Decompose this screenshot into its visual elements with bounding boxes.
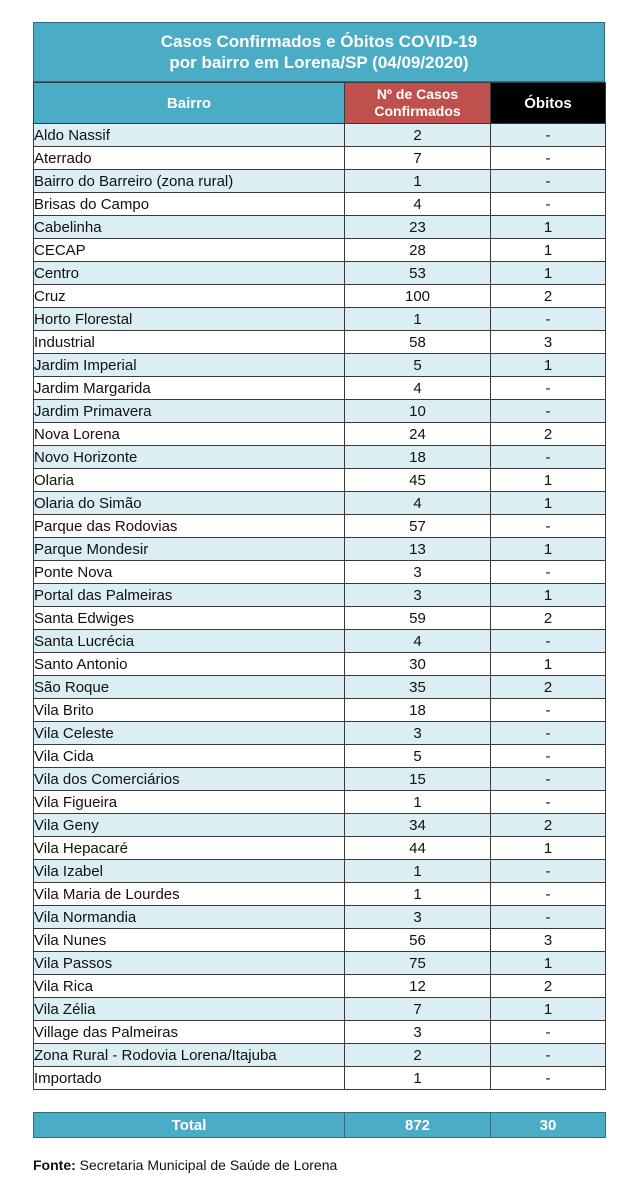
table-row xyxy=(34,952,606,975)
table-row xyxy=(34,929,606,952)
table-row xyxy=(34,308,606,331)
cell-obitos: - xyxy=(491,400,606,423)
cell-casos: 3 xyxy=(345,584,491,607)
cell-bairro: Vila Celeste xyxy=(34,722,345,745)
cell-casos: 1 xyxy=(345,308,491,331)
table-row xyxy=(34,699,606,722)
table-row xyxy=(34,676,606,699)
title-line-1: Casos Confirmados e Óbitos COVID-19 xyxy=(160,32,478,51)
cell-casos: 1 xyxy=(345,170,491,193)
cell-bairro: Jardim Imperial xyxy=(34,354,345,377)
cell-bairro: Village das Palmeiras xyxy=(34,1021,345,1044)
total-label: Total xyxy=(34,1113,345,1138)
covid-table-container xyxy=(33,22,605,1090)
source-note xyxy=(33,1157,337,1173)
table-row xyxy=(34,860,606,883)
cell-casos: 7 xyxy=(345,998,491,1021)
cell-casos: 4 xyxy=(345,492,491,515)
table-row xyxy=(34,883,606,906)
cell-casos: 44 xyxy=(345,837,491,860)
cell-bairro: Santa Lucrécia xyxy=(34,630,345,653)
cell-bairro: Aldo Nassif xyxy=(34,124,345,147)
cell-bairro: Vila Maria de Lourdes xyxy=(34,883,345,906)
cell-casos: 3 xyxy=(345,722,491,745)
cell-obitos: 1 xyxy=(491,492,606,515)
table-row xyxy=(34,193,606,216)
cell-obitos: - xyxy=(491,1021,606,1044)
cell-bairro: Vila Zélia xyxy=(34,998,345,1021)
cell-casos: 5 xyxy=(345,354,491,377)
cell-obitos: - xyxy=(491,883,606,906)
cell-casos: 4 xyxy=(345,630,491,653)
total-casos: 872 xyxy=(345,1113,491,1138)
cell-bairro: CECAP xyxy=(34,239,345,262)
cell-bairro: Vila Izabel xyxy=(34,860,345,883)
total-obitos: 30 xyxy=(491,1113,606,1138)
cell-bairro: Parque Mondesir xyxy=(34,538,345,561)
cell-bairro: Zona Rural - Rodovia Lorena/Itajuba xyxy=(34,1044,345,1067)
cell-obitos: - xyxy=(491,515,606,538)
table-row xyxy=(34,239,606,262)
table-row xyxy=(34,653,606,676)
cell-bairro: Bairro do Barreiro (zona rural) xyxy=(34,170,345,193)
cell-obitos: - xyxy=(491,722,606,745)
cell-bairro: Vila Brito xyxy=(34,699,345,722)
cell-bairro: Vila Rica xyxy=(34,975,345,998)
cell-obitos: 1 xyxy=(491,998,606,1021)
cell-obitos: 1 xyxy=(491,216,606,239)
cell-casos: 56 xyxy=(345,929,491,952)
cell-bairro: Ponte Nova xyxy=(34,561,345,584)
header-casos-line-1: Nº de Casos xyxy=(376,86,459,102)
source-text: Secretaria Municipal de Saúde de Lorena xyxy=(75,1157,338,1173)
cell-obitos: - xyxy=(491,147,606,170)
cell-casos: 2 xyxy=(345,124,491,147)
cell-obitos: - xyxy=(491,1067,606,1090)
cell-casos: 1 xyxy=(345,1067,491,1090)
table-row xyxy=(34,998,606,1021)
table-row xyxy=(34,423,606,446)
cell-casos: 4 xyxy=(345,193,491,216)
cell-casos: 3 xyxy=(345,1021,491,1044)
table-row xyxy=(34,768,606,791)
table-row xyxy=(34,469,606,492)
table-row xyxy=(34,837,606,860)
table-row xyxy=(34,607,606,630)
cell-obitos: - xyxy=(491,193,606,216)
table-row xyxy=(34,745,606,768)
cell-obitos: - xyxy=(491,791,606,814)
cell-casos: 1 xyxy=(345,860,491,883)
table-row xyxy=(34,147,606,170)
table-row xyxy=(34,262,606,285)
cell-bairro: Portal das Palmeiras xyxy=(34,584,345,607)
table-row xyxy=(34,584,606,607)
cases-table xyxy=(33,82,606,1090)
cell-casos: 18 xyxy=(345,446,491,469)
cell-bairro: Olaria do Simão xyxy=(34,492,345,515)
cell-bairro: Novo Horizonte xyxy=(34,446,345,469)
table-row xyxy=(34,331,606,354)
total-row-container xyxy=(33,1112,605,1138)
cell-obitos: 1 xyxy=(491,262,606,285)
table-row xyxy=(34,906,606,929)
cell-obitos: 2 xyxy=(491,975,606,998)
table-row xyxy=(34,1021,606,1044)
table-header-row xyxy=(34,83,606,124)
cell-bairro: Centro xyxy=(34,262,345,285)
cell-casos: 1 xyxy=(345,883,491,906)
cell-casos: 5 xyxy=(345,745,491,768)
table-title xyxy=(33,22,605,82)
cell-obitos: 3 xyxy=(491,331,606,354)
cell-casos: 23 xyxy=(345,216,491,239)
header-casos-line-2: Confirmados xyxy=(374,103,461,119)
cell-casos: 58 xyxy=(345,331,491,354)
cell-bairro: Jardim Primavera xyxy=(34,400,345,423)
cell-casos: 53 xyxy=(345,262,491,285)
cell-bairro: Santo Antonio xyxy=(34,653,345,676)
cell-bairro: Jardim Margarida xyxy=(34,377,345,400)
cell-obitos: 2 xyxy=(491,423,606,446)
cell-bairro: Cabelinha xyxy=(34,216,345,239)
header-obitos: Óbitos xyxy=(491,83,606,124)
cell-casos: 4 xyxy=(345,377,491,400)
table-row xyxy=(34,285,606,308)
cell-casos: 2 xyxy=(345,1044,491,1067)
table-row xyxy=(34,722,606,745)
cell-obitos: 2 xyxy=(491,814,606,837)
cell-casos: 45 xyxy=(345,469,491,492)
cell-casos: 18 xyxy=(345,699,491,722)
cell-obitos: 2 xyxy=(491,285,606,308)
cell-bairro: Santa Edwiges xyxy=(34,607,345,630)
cell-obitos: 1 xyxy=(491,469,606,492)
cell-obitos: 1 xyxy=(491,584,606,607)
table-row xyxy=(34,1044,606,1067)
cell-casos: 57 xyxy=(345,515,491,538)
header-bairro: Bairro xyxy=(34,83,345,124)
cell-obitos: 1 xyxy=(491,653,606,676)
cell-obitos: - xyxy=(491,308,606,331)
table-row xyxy=(34,216,606,239)
cell-casos: 24 xyxy=(345,423,491,446)
cell-obitos: 1 xyxy=(491,837,606,860)
table-row xyxy=(34,1067,606,1090)
cell-obitos: - xyxy=(491,1044,606,1067)
cell-casos: 35 xyxy=(345,676,491,699)
cell-bairro: Vila Hepacaré xyxy=(34,837,345,860)
cell-casos: 13 xyxy=(345,538,491,561)
cell-bairro: Vila Passos xyxy=(34,952,345,975)
cell-bairro: Vila Normandia xyxy=(34,906,345,929)
cell-obitos: - xyxy=(491,377,606,400)
cell-casos: 75 xyxy=(345,952,491,975)
cell-obitos: - xyxy=(491,170,606,193)
cell-bairro: Horto Florestal xyxy=(34,308,345,331)
cell-obitos: 2 xyxy=(491,607,606,630)
total-row xyxy=(34,1113,606,1138)
cell-bairro: Vila Figueira xyxy=(34,791,345,814)
table-row xyxy=(34,515,606,538)
cell-bairro: São Roque xyxy=(34,676,345,699)
table-row xyxy=(34,377,606,400)
cell-obitos: - xyxy=(491,561,606,584)
cell-obitos: - xyxy=(491,630,606,653)
cell-bairro: Vila Geny xyxy=(34,814,345,837)
table-row xyxy=(34,538,606,561)
table-row xyxy=(34,791,606,814)
table-row xyxy=(34,630,606,653)
cell-obitos: 1 xyxy=(491,239,606,262)
cell-bairro: Nova Lorena xyxy=(34,423,345,446)
header-casos xyxy=(345,83,491,124)
cell-casos: 1 xyxy=(345,791,491,814)
cell-obitos: 1 xyxy=(491,354,606,377)
cell-casos: 12 xyxy=(345,975,491,998)
cell-bairro: Vila Nunes xyxy=(34,929,345,952)
table-row xyxy=(34,446,606,469)
cell-bairro: Cruz xyxy=(34,285,345,308)
cell-casos: 34 xyxy=(345,814,491,837)
cell-casos: 59 xyxy=(345,607,491,630)
cell-casos: 10 xyxy=(345,400,491,423)
table-body xyxy=(34,124,606,1090)
table-row xyxy=(34,354,606,377)
table-row xyxy=(34,124,606,147)
cell-obitos: - xyxy=(491,906,606,929)
cell-casos: 7 xyxy=(345,147,491,170)
total-table xyxy=(33,1112,606,1138)
cell-bairro: Vila dos Comerciários xyxy=(34,768,345,791)
table-row xyxy=(34,975,606,998)
cell-bairro: Parque das Rodovias xyxy=(34,515,345,538)
cell-casos: 3 xyxy=(345,561,491,584)
cell-bairro: Importado xyxy=(34,1067,345,1090)
table-row xyxy=(34,814,606,837)
title-line-2: por bairro em Lorena/SP (04/09/2020) xyxy=(169,53,469,72)
cell-casos: 15 xyxy=(345,768,491,791)
cell-bairro: Industrial xyxy=(34,331,345,354)
table-row xyxy=(34,400,606,423)
cell-obitos: 1 xyxy=(491,952,606,975)
cell-obitos: 3 xyxy=(491,929,606,952)
cell-obitos: - xyxy=(491,699,606,722)
cell-bairro: Vila Cida xyxy=(34,745,345,768)
table-row xyxy=(34,561,606,584)
cell-obitos: 2 xyxy=(491,676,606,699)
cell-obitos: - xyxy=(491,124,606,147)
cell-obitos: 1 xyxy=(491,538,606,561)
cell-obitos: - xyxy=(491,860,606,883)
cell-bairro: Aterrado xyxy=(34,147,345,170)
cell-bairro: Brisas do Campo xyxy=(34,193,345,216)
table-row xyxy=(34,492,606,515)
table-row xyxy=(34,170,606,193)
source-label: Fonte: xyxy=(33,1157,76,1173)
cell-casos: 100 xyxy=(345,285,491,308)
cell-obitos: - xyxy=(491,745,606,768)
cell-casos: 3 xyxy=(345,906,491,929)
cell-obitos: - xyxy=(491,768,606,791)
cell-casos: 28 xyxy=(345,239,491,262)
cell-bairro: Olaria xyxy=(34,469,345,492)
cell-obitos: - xyxy=(491,446,606,469)
cell-casos: 30 xyxy=(345,653,491,676)
